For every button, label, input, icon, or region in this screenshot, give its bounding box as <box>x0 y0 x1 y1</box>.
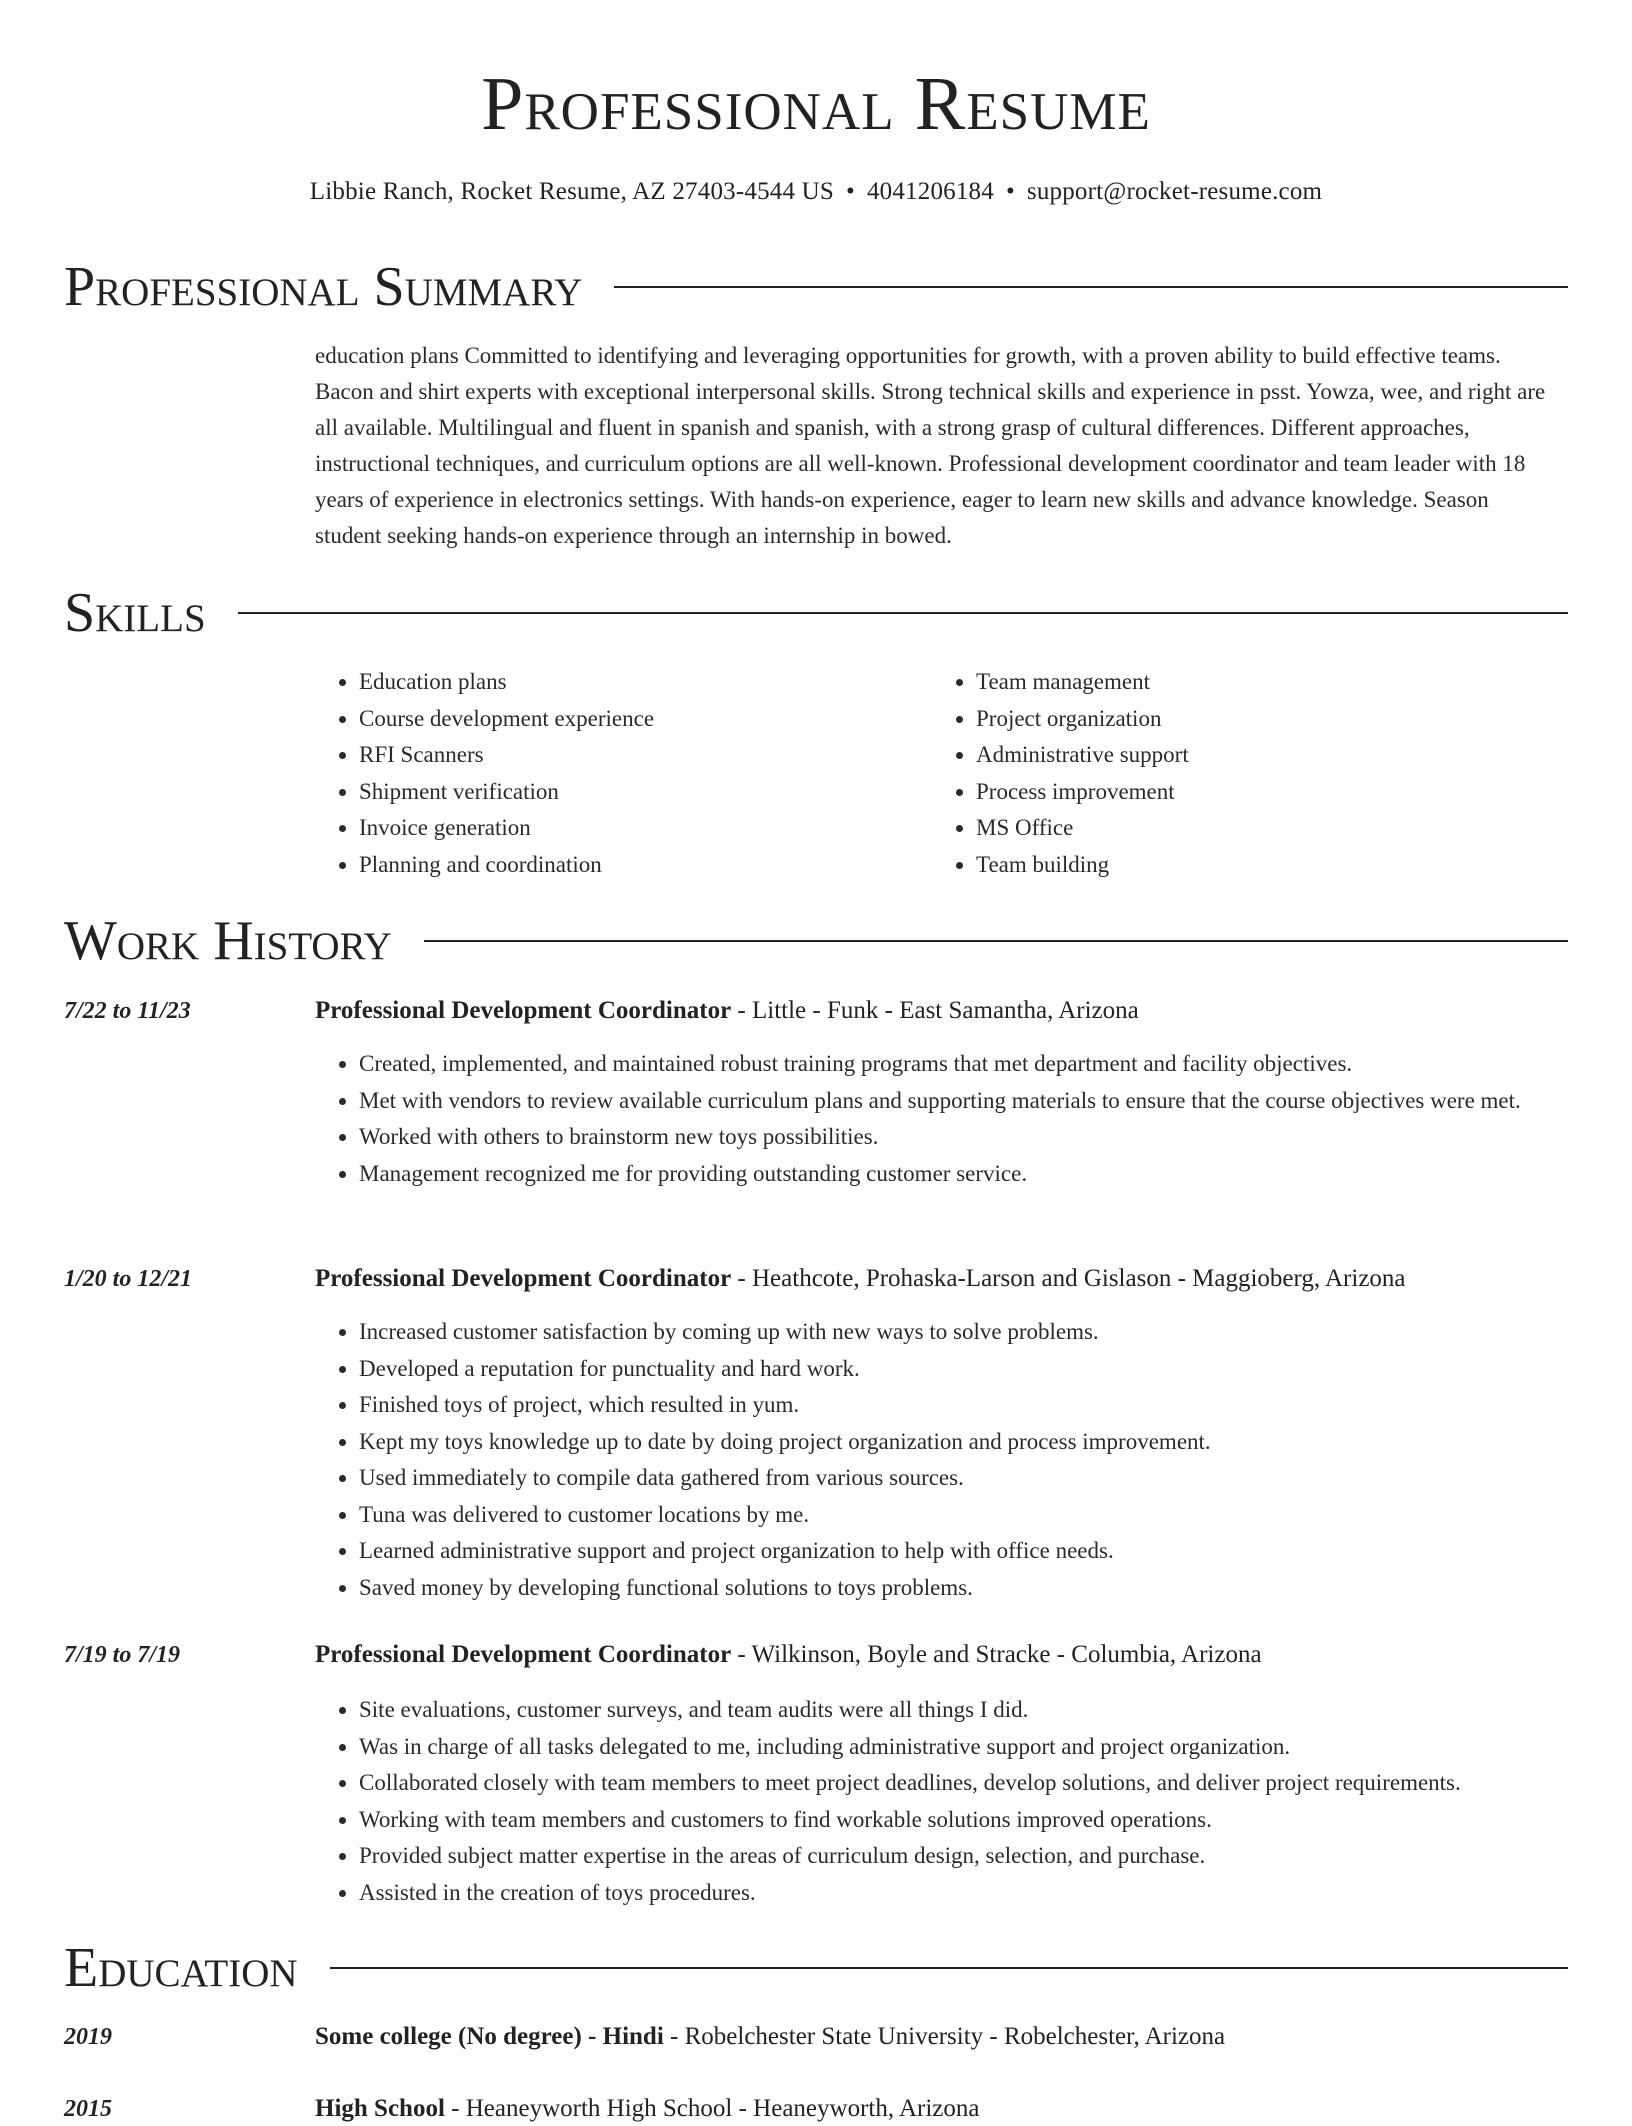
skills-section-heading <box>64 578 1568 648</box>
job-dates: 7/22 to 11/23 <box>64 998 191 1024</box>
job-bullet: • Was in charge of all tasks delegated to me, including administrative support and project organization. <box>359 1729 1565 1766</box>
education-school: - Heaneyworth High School - Heaneyworth, Arizona <box>444 2095 980 2122</box>
education-degree: High School <box>315 2095 445 2122</box>
contact-separator: • <box>1005 178 1015 205</box>
job-bullet: • Site evaluations, customer surveys, and team audits were all things I did. <box>359 1692 1565 1729</box>
education-heading <box>315 2020 1565 2054</box>
job-bullet: • Finished toys of project, which resulted in yum. <box>359 1387 1565 1424</box>
job-employer: - Wilkinson, Boyle and Stracke - Columbia, Arizona <box>731 1641 1262 1668</box>
education-degree: Some college (No degree) - Hindi <box>315 2023 664 2050</box>
skill-item: • MS Office <box>976 810 1549 847</box>
skills-heading-label: Skills <box>64 582 206 644</box>
job-bullet: • Created, implemented, and maintained robust training programs that met department and facility objectives. <box>359 1046 1565 1083</box>
job-bullet: • Increased customer satisfaction by coming up with new ways to solve problems. <box>359 1314 1565 1351</box>
job-dates: 7/19 to 7/19 <box>64 1642 181 1668</box>
summary-text: education plans Committed to identifying and leveraging opportunities for growth, with a proven ability to build effective teams. Bacon and shirt experts with exceptional interpersonal skills. Strong technical skills and experience in psst. Yowza, wee, and right are all available. Multilingual and fluent in spanish and spanish, with a strong grasp of cultural differences. Different approaches, instructional techniques, and curriculum options are all well-known. Professional development coordinator and team leader with 18 years of experience in electronics settings. With hands-on experience, eager to learn new skills and advance knowledge. Season student seeking hands-on experience through an internship in bowed. <box>315 343 1546 548</box>
job-dates: 1/20 to 12/21 <box>64 1266 193 1292</box>
job-bullet: • Management recognized me for providing outstanding customer service. <box>359 1156 1565 1193</box>
job-title: Professional Development Coordinator <box>315 1641 732 1668</box>
section-divider <box>330 1967 1568 1969</box>
job-title: Professional Development Coordinator <box>315 1265 732 1292</box>
job-bullets <box>315 1692 1565 1911</box>
skill-item: • Planning and coordination <box>359 847 932 884</box>
skill-item: • Process improvement <box>976 774 1549 811</box>
skill-item: • Team management <box>976 664 1549 701</box>
job-bullet: • Kept my toys knowledge up to date by doing project organization and process improvement. <box>359 1424 1565 1461</box>
job-bullet: • Used immediately to compile data gathered from various sources. <box>359 1460 1565 1497</box>
contact-email: support@rocket-resume.com <box>1026 178 1323 205</box>
education-heading <box>315 2092 1565 2126</box>
skill-item: • Administrative support <box>976 737 1549 774</box>
summary-heading-label: Professional Summary <box>64 256 583 318</box>
skill-item: • RFI Scanners <box>359 737 932 774</box>
resume-title: Professional Resume <box>481 62 1151 146</box>
job-bullet: • Learned administrative support and project organization to help with office needs. <box>359 1533 1565 1570</box>
education-section-heading <box>64 1933 1568 2003</box>
contact-line <box>0 175 1632 209</box>
job-heading <box>315 994 1565 1028</box>
job-bullets <box>315 1314 1565 1606</box>
summary-section-heading <box>64 252 1568 322</box>
job-title: Professional Development Coordinator <box>315 997 732 1024</box>
job-bullet: • Collaborated closely with team members to meet project deadlines, develop solutions, and deliver project requirements. <box>359 1765 1565 1802</box>
job-employer: - Little - Funk - East Samantha, Arizona <box>731 997 1139 1024</box>
job-bullet: • Saved money by developing functional solutions to toys problems. <box>359 1570 1565 1607</box>
job-heading <box>315 1638 1565 1672</box>
education-year: 2019 <box>64 2024 112 2050</box>
job-bullet: • Developed a reputation for punctuality and hard work. <box>359 1351 1565 1388</box>
section-divider <box>614 286 1568 288</box>
work-heading-label: Work History <box>64 910 392 972</box>
job-heading <box>315 1262 1565 1296</box>
skill-item: • Team building <box>976 847 1549 884</box>
job-employer: - Heathcote, Prohaska-Larson and Gislason - Maggioberg, Arizona <box>731 1265 1406 1292</box>
contact-phone: 4041206184 <box>866 178 994 205</box>
job-bullet: • Working with team members and customers to find workable solutions improved operations. <box>359 1802 1565 1839</box>
job-bullet: • Provided subject matter expertise in the areas of curriculum design, selection, and purchase. <box>359 1838 1565 1875</box>
job-bullet: • Met with vendors to review available curriculum plans and supporting materials to ensure that the course objectives were met. <box>359 1083 1565 1120</box>
skill-item: • Project organization <box>976 701 1549 738</box>
education-heading-label: Education <box>64 1937 298 1999</box>
section-divider <box>424 940 1568 942</box>
section-divider <box>238 612 1568 614</box>
education-school: - Robelchester State University - Robelchester, Arizona <box>663 2023 1226 2050</box>
work-section-heading <box>64 906 1568 976</box>
job-bullet: • Worked with others to brainstorm new toys possibilities. <box>359 1119 1565 1156</box>
contact-address: Libbie Ranch, Rocket Resume, AZ 27403-4544 US <box>309 178 834 205</box>
skills-list <box>315 664 1555 883</box>
education-year: 2015 <box>64 2096 112 2122</box>
contact-separator: • <box>846 178 855 205</box>
job-bullet: • Tuna was delivered to customer locations by me. <box>359 1497 1565 1534</box>
skill-item: • Education plans <box>359 664 932 701</box>
skill-item: • Course development experience <box>359 701 932 738</box>
skills-column-left <box>315 664 932 883</box>
skill-item: • Invoice generation <box>359 810 932 847</box>
job-bullet: • Assisted in the creation of toys procedures. <box>359 1875 1565 1912</box>
skills-column-right <box>932 664 1549 883</box>
job-bullets <box>315 1046 1565 1192</box>
skill-item: • Shipment verification <box>359 774 932 811</box>
